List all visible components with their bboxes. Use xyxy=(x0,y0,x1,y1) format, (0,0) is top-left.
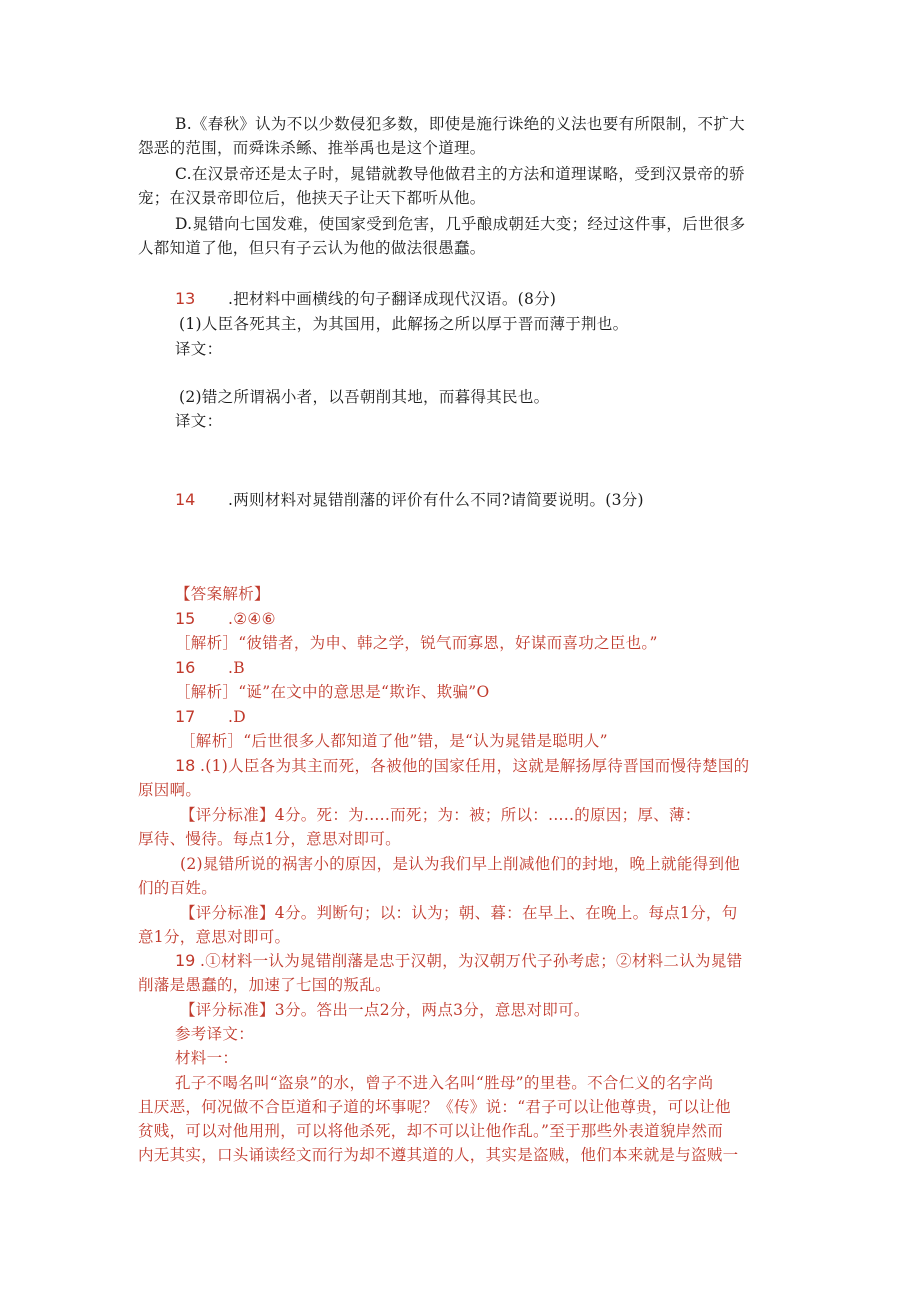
answer-19-standard: 【评分标准】3分。答出一点2分，两点3分，意思对即可。 xyxy=(180,1001,590,1019)
answer-17: .D xyxy=(228,708,246,726)
answer-16-note: ［解析］“诞”在文中的意思是“欺诈、欺骗”O xyxy=(175,683,490,701)
answer-16-number: 16 xyxy=(175,658,196,677)
answer-15-number: 15 xyxy=(175,609,196,628)
question-13-answer-label-2: 译文： xyxy=(175,412,223,430)
question-13-number: 13 xyxy=(175,289,196,308)
question-13-sub1: (1)人臣各死其主，为其国用，此解扬之所以厚于晋而薄于荆也。 xyxy=(179,315,629,333)
translation-header: 参考译文： xyxy=(175,1025,255,1043)
translation-paragraph-line4: 内无其实，口头诵读经文而行为却不遵其道的人，其实是盗贼，他们本来就是与盗贼一 xyxy=(138,1146,739,1164)
answer-18-standard-2-line2: 意1分，意思对即可。 xyxy=(138,928,291,946)
option-d-line2: 人都知道了他，但只有子云认为他的做法很愚蠢。 xyxy=(138,239,486,257)
translation-paragraph-line1: 孔子不喝名叫“盗泉”的水，曾子不进入名叫“胜母”的里巷。不合仁义的名字尚 xyxy=(175,1074,714,1092)
option-b-line1: B.《春秋》认为不以少数侵犯多数，即使是施行诛绝的义法也要有所限制，不扩大 xyxy=(175,115,745,133)
answer-18-line2: 原因啊。 xyxy=(138,781,202,799)
answer-18-number: 18 xyxy=(175,756,196,775)
answer-15-note: ［解析］“彼错者，为申、韩之学，锐气而寡恩，好谋而喜功之臣也。” xyxy=(175,634,658,652)
answer-18-line1: .(1)人臣各为其主而死，各被他的国家任用，这就是解扬厚待晋国而慢待楚国的 xyxy=(200,757,750,775)
question-14-number: 14 xyxy=(175,490,196,509)
answer-16: .B xyxy=(228,659,245,677)
answer-19-line1: .①材料一认为晁错削藩是忠于汉朝，为汉朝万代子孙考虑；②材料二认为晁错 xyxy=(200,952,743,970)
answer-17-note: ［解析］“后世很多人都知道了他”错，是“认为晁错是聪明人” xyxy=(180,732,608,750)
answer-18-standard-1-line2: 厚待、慢待。每点1分，意思对即可。 xyxy=(138,830,401,848)
option-c-line1: C.在汉景帝还是太子时，晁错就教导他做君主的方法和道理谋略，受到汉景帝的骄 xyxy=(175,165,745,183)
question-13-sub2: (2)错之所谓祸小者，以吾朝削其地，而暮得其民也。 xyxy=(179,388,550,406)
answer-19-line2: 削藩是愚蠢的，加速了七国的叛乱。 xyxy=(138,976,391,994)
answers-header: 【答案解析】 xyxy=(175,585,270,603)
translation-paragraph-line2: 且厌恶，何况做不合臣道和子道的坏事呢？《传》说：“君子可以让他尊贵，可以让他 xyxy=(138,1098,731,1116)
answer-18-part2-line1: (2)晁错所说的祸害小的原因，是认为我们早上削减他们的封地，晚上就能得到他 xyxy=(180,855,741,873)
option-b-line2: 怨恶的范围，而舜诛杀鲧、推举禹也是这个道理。 xyxy=(138,139,486,157)
option-c-line2: 宠；在汉景帝即位后，他挟天子让天下都听从他。 xyxy=(138,189,486,207)
translation-paragraph-line3: 贫贱，可以对他用刑，可以将他杀死，却不可以让他作乱。”至于那些外表道貌岸然而 xyxy=(138,1122,724,1140)
question-14-prompt: .两则材料对晁错削藩的评价有什么不同?请简要说明。(3分) xyxy=(228,491,644,509)
answer-18-part2-line2: 们的百姓。 xyxy=(138,879,218,897)
answer-17-number: 17 xyxy=(175,707,196,726)
answer-18-standard-2-line1: 【评分标准】4分。判断句；以：认为；朝、暮：在早上、在晚上。每点1分，句 xyxy=(180,904,738,922)
answer-15: .②④⑥ xyxy=(228,610,276,628)
question-13-prompt: .把材料中画横线的句子翻译成现代汉语。(8分) xyxy=(228,290,557,308)
answer-18-standard-1-line1: 【评分标准】4分。死：为.....而死；为：被；所以：.....的原因；厚、薄： xyxy=(180,806,701,824)
question-13-answer-label-1: 译文： xyxy=(175,340,223,358)
answer-19-number: 19 xyxy=(175,951,196,970)
translation-material-1-label: 材料一： xyxy=(175,1049,239,1067)
option-d-line1: D.晁错向七国发难，使国家受到危害，几乎酿成朝廷大变；经过这件事，后世很多 xyxy=(175,215,746,233)
